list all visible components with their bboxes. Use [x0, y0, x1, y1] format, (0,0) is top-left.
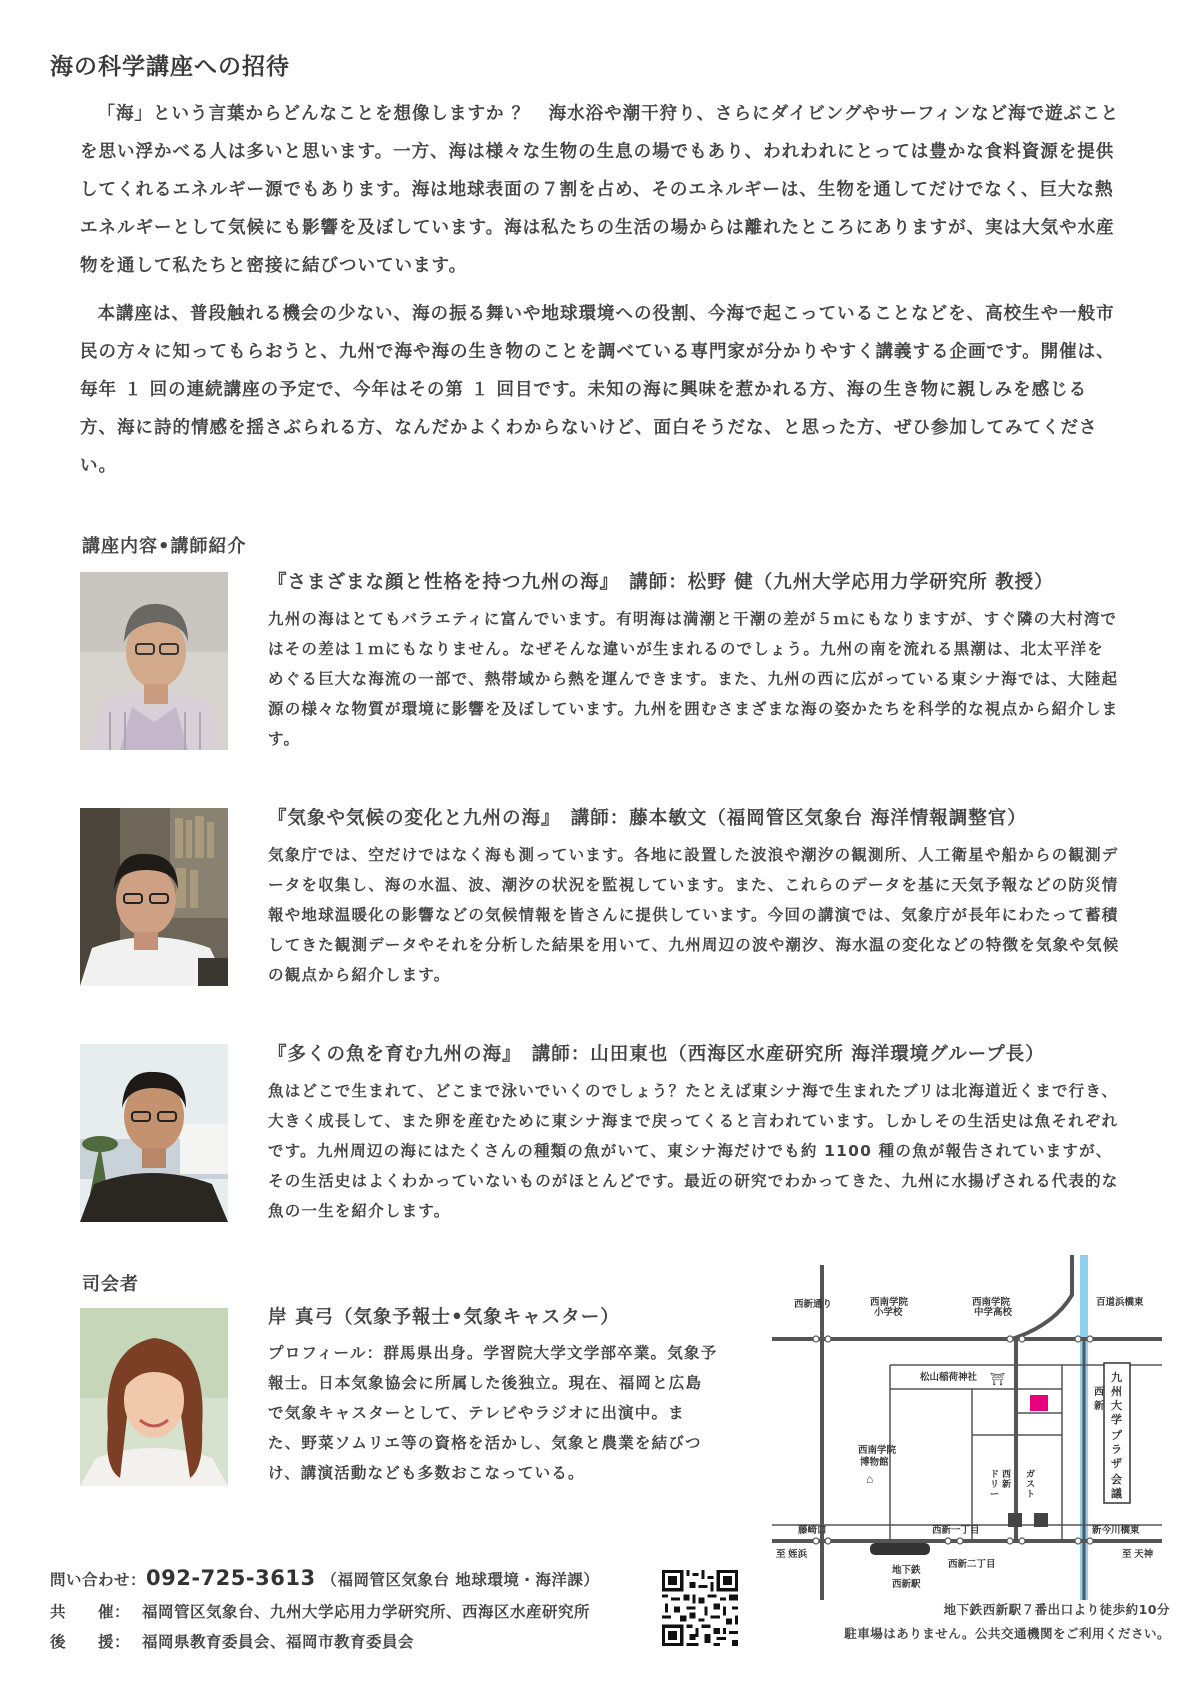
lecture-2-title: 『気象や気候の変化と九州の海』 講師：藤本敏文（福岡管区気象台 海洋情報調整官）	[268, 808, 1027, 829]
svg-text:ラ: ラ	[1111, 1444, 1122, 1456]
mc-profile: プロフィール：群馬県出身。学習院大学文学部卒業。気象予報士。日本気象協会に所属した後独立。現在、福岡と広島で気象キャスターとして、テレビやラジオに出演中。また、野菜ソムリエ等の資格を活かし、気象と農業を結びつけ、講演活動なども多数おこなっている。	[268, 1344, 718, 1482]
cohost-label: 共 催：	[50, 1603, 131, 1621]
svg-text:ト: ト	[1026, 1489, 1036, 1499]
svg-text:ー: ー	[990, 1489, 1000, 1499]
support-text: 福岡県教育委員会、福岡市教育委員会	[142, 1633, 415, 1651]
intro-section	[80, 95, 1120, 485]
svg-text:西新一丁目: 西新一丁目	[932, 1525, 980, 1536]
lecture-3	[268, 1040, 1120, 1226]
access-note-2: 駐車場はありません。公共交通機関をご利用ください。	[844, 1626, 1170, 1641]
svg-text:博物館: 博物館	[860, 1457, 889, 1468]
support-line	[50, 1630, 414, 1652]
svg-text:至 姪浜: 至 姪浜	[776, 1549, 808, 1560]
svg-text:プ: プ	[1111, 1430, 1122, 1442]
mc-heading: 司会者	[82, 1274, 139, 1295]
intro-paragraph-2: 本講座は、普段触れる機会の少ない、海の振る舞いや地球環境への役割、今海で起こっていることなどを、高校生や一般市民の方々に知ってもらおうと、九州で海や海の生き物のことを調べている専門家が分かりやすく講義する企画です。開催は、毎年 １ 回の連続講座の予定で、今年はその第 １ 回目です。未知の海に興味を惹かれる方、海の生き物に親しみを感じる方、海に詩的情感を揺さぶられる方、なんだかよくわからないけど、面白そうだな、と思った方、ぜひ参加してみてください。	[80, 304, 1115, 476]
lecture-2	[268, 804, 1120, 990]
qr-code[interactable]	[662, 1570, 738, 1646]
support-label: 後 援：	[50, 1633, 131, 1651]
contact-label: 問い合わせ：	[50, 1571, 147, 1589]
access-map	[772, 1255, 1162, 1600]
svg-text:学: 学	[1111, 1414, 1122, 1426]
svg-text:西南学院: 西南学院	[972, 1297, 1011, 1308]
lecture-1-title: 『さまざまな顔と性格を持つ九州の海』 講師：松野 健（九州大学応用力学研究所 教授）	[268, 572, 1054, 593]
contact-tel[interactable]: 092-725-3613	[146, 1566, 316, 1590]
intro-paragraph-1: 「海」という言葉からどんなことを想像しますか ？ 海水浴や潮干狩り、さらにダイビングやサーフィンなど海で遊ぶことを思い浮かべる人は多いと思います。一方、海は様々な生物の生息の場でもあり、われわれにとっては豊かな食料資源を提供してくれるエネルギー源でもあります。海は地球表面の７割を占め、そのエネルギーは、生物を通してだけでなく、巨大な熱エネルギーとして気候にも影響を及ぼしています。海は私たちの生活の場からは離れたところにありますが、実は大気や水産物を通して私たちと密接に結びついています。	[80, 104, 1120, 276]
svg-text:新: 新	[1094, 1401, 1104, 1412]
svg-text:新: 新	[1002, 1479, 1012, 1489]
mc-photo	[80, 1308, 228, 1486]
lecture-1-body: 九州の海はとてもバラエティに富んでいます。有明海は満潮と干潮の差が５ｍにもなりますが、すぐ隣の大村湾ではその差は１ｍにもなりません。なぜそんな違いが生まれるのでしょう。九州の南を流れる黒潮は、北太平洋をめぐる巨大な海流の一部で、熱帯域から熱を運んできます。また、九州の西に広がっている東シナ海では、大陸起源の様々な物質が環境に影響を及ぼしています。九州を囲むさまざまな海の姿かたちを科学的な視点から紹介します。	[268, 610, 1119, 748]
lecturer-1-photo	[80, 572, 228, 750]
svg-text:松山稲荷神社: 松山稲荷神社	[920, 1372, 978, 1383]
svg-text:⌂: ⌂	[866, 1472, 874, 1486]
svg-text:西南学院: 西南学院	[870, 1297, 909, 1308]
lecture-3-title: 『多くの魚を育む九州の海』 講師：山田東也（西海区水産研究所 海洋環境グループ長）	[268, 1044, 1045, 1065]
lecturer-2-photo	[80, 808, 228, 986]
svg-text:西新通り: 西新通り	[794, 1299, 833, 1310]
svg-text:ガ: ガ	[1026, 1469, 1036, 1479]
mc-info	[268, 1303, 718, 1488]
contact-org: （福岡管区気象台 地球環境・海洋課）	[321, 1571, 600, 1589]
cohost-text: 福岡管区気象台、九州大学応用力学研究所、西海区水産研究所	[142, 1603, 591, 1621]
lecture-1	[268, 568, 1120, 754]
svg-text:西新二丁目: 西新二丁目	[948, 1559, 996, 1570]
svg-text:ス: ス	[1026, 1479, 1036, 1489]
mc-name: 岸 真弓（気象予報士•気象キャスター）	[268, 1307, 620, 1328]
svg-text:会: 会	[1111, 1474, 1122, 1486]
svg-text:小学校: 小学校	[874, 1307, 903, 1318]
svg-text:西新駅: 西新駅	[892, 1579, 921, 1590]
svg-text:西: 西	[1002, 1469, 1012, 1479]
contact-line	[50, 1566, 599, 1590]
svg-text:州: 州	[1111, 1386, 1122, 1398]
svg-text:地下鉄: 地下鉄	[892, 1565, 921, 1576]
svg-text:議: 議	[1111, 1488, 1122, 1500]
cohost-line	[50, 1600, 590, 1622]
plaza-marker	[1030, 1395, 1048, 1411]
svg-text:西南学院: 西南学院	[858, 1445, 897, 1456]
svg-text:中学高校: 中学高校	[974, 1307, 1013, 1318]
lecturer-3-photo	[80, 1044, 228, 1222]
lecture-2-body: 気象庁では、空だけではなく海も測っています。各地に設置した波浪や潮汐の観測所、人工衛星や船からの観測データを収集し、海の水温、波、潮汐の状況を監視しています。また、これらのデータを基に天気予報などの防災情報や地球温暖化の影響などの気候情報を皆さんに提供しています。今回の講演では、気象庁が長年にわたって蓄積してきた観測データやそれを分析した結果を用いて、九州周辺の波や潮汐、海水温の変化などの特徴を気象や気候の観点から紹介します。	[268, 846, 1120, 984]
svg-text:大: 大	[1111, 1400, 1122, 1412]
svg-text:ザ: ザ	[1111, 1458, 1122, 1470]
svg-text:⛩: ⛩	[990, 1372, 1006, 1386]
access-note-1: 地下鉄西新駅７番出口より徒歩約10分	[943, 1602, 1170, 1617]
svg-text:リ: リ	[990, 1479, 1000, 1489]
svg-text:ド: ド	[990, 1469, 1000, 1479]
svg-text:百道浜橋東: 百道浜橋東	[1096, 1297, 1144, 1308]
svg-text:新今川橋東: 新今川橋東	[1092, 1525, 1140, 1536]
lecture-3-body: 魚はどこで生まれて、どこまで泳いでいくのでしょう？たとえば東シナ海で生まれたブリは北海道近くまで行き、大きく成長して、また卵を産むために東シナ海まで戻ってくると言われています。しかしその生活史は魚それぞれです。九州周辺の海にはたくさんの種類の魚がいて、東シナ海だけでも約 1100 種の魚が報告されていますが、その生活史はよくわかっていないものがほとんどです。最近の研究でわかってきた、九州に水揚げされる代表的な魚の一生を紹介します。	[268, 1082, 1119, 1220]
svg-text:藤崎口: 藤崎口	[798, 1525, 827, 1536]
svg-text:九: 九	[1111, 1372, 1122, 1384]
page-title: 海の科学講座への招待	[50, 54, 290, 80]
lectures-heading: 講座内容•講師紹介	[82, 536, 247, 557]
svg-text:西: 西	[1094, 1387, 1104, 1398]
svg-text:至 天神: 至 天神	[1122, 1549, 1154, 1560]
